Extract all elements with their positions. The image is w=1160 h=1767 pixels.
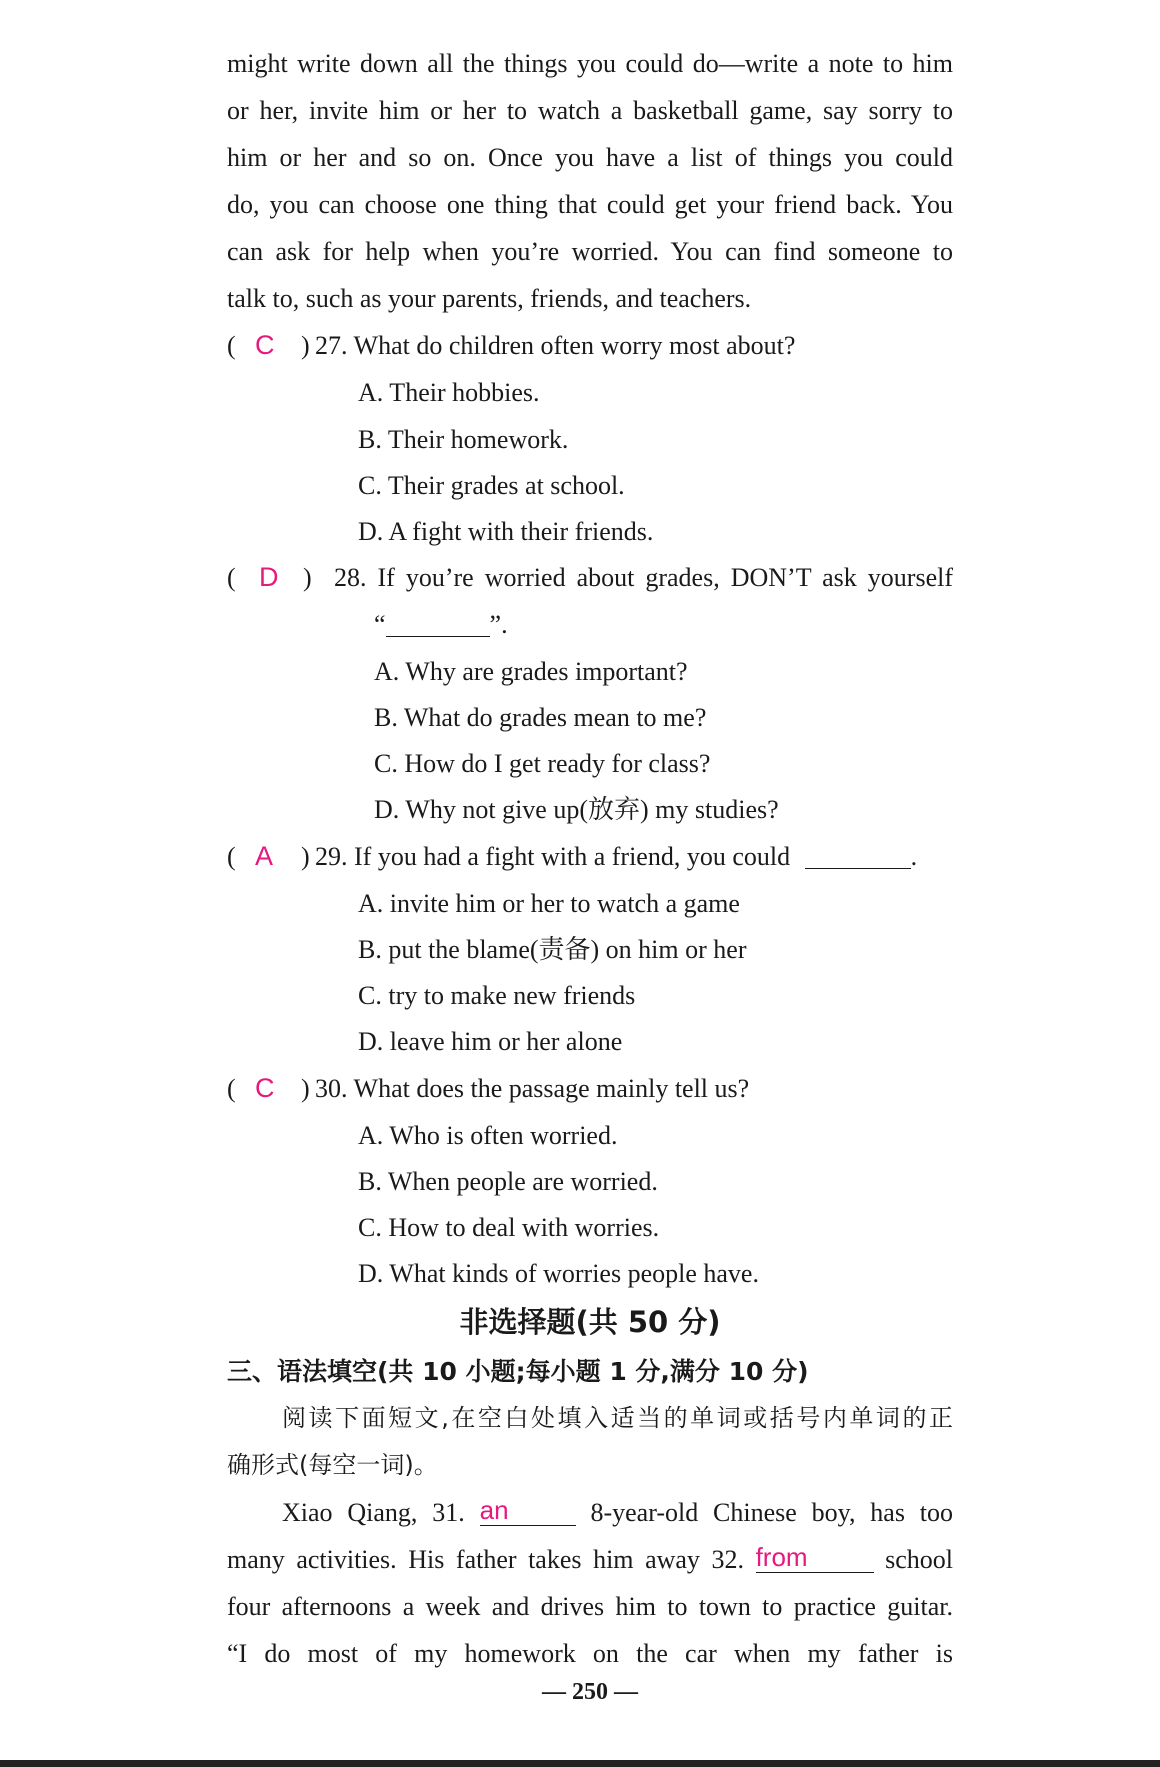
answer-bracket: ( D )	[227, 554, 323, 601]
answer-blank	[386, 606, 490, 637]
cloze-line: many activities. His father takes him away 32. from school	[227, 1542, 954, 1574]
answer-bracket: ( C )	[227, 1065, 315, 1112]
option-d: D. leave him or her alone	[358, 1027, 623, 1056]
passage-line: might write down all the things you could do—write a note to him	[227, 49, 953, 78]
passage-line: do, you can choose one thing that could get your friend back. You	[227, 190, 953, 219]
option-b: B. What do grades mean to me?	[374, 703, 707, 732]
cloze-line: “I do most of my homework on the car when my father is	[227, 1639, 953, 1668]
option-c: C. How to deal with worries.	[358, 1213, 660, 1242]
option-d: D. A fight with their friends.	[358, 517, 654, 546]
option-d: D. What kinds of worries people have.	[358, 1259, 759, 1288]
passage-line: or her, invite him or her to watch a basketball game, say sorry to	[227, 96, 953, 125]
question-30	[227, 1065, 749, 1112]
answer-bracket: ( C )	[227, 322, 315, 369]
blank-32[interactable]: from	[756, 1542, 874, 1573]
option-a: A. Their hobbies.	[358, 378, 540, 407]
question-27	[227, 322, 795, 369]
cloze-line: Xiao Qiang, 31. an 8-year-old Chinese boy, has too	[282, 1495, 954, 1527]
answer-mark: D	[259, 562, 279, 592]
question-28	[227, 554, 953, 601]
answer-mark: C	[255, 330, 275, 360]
question-28-blank: “ ”.	[374, 601, 508, 648]
option-a: A. Why are grades important?	[374, 657, 688, 686]
option-b: B. When people are worried.	[358, 1167, 658, 1196]
option-c: C. try to make new friends	[358, 981, 636, 1010]
option-a: A. invite him or her to watch a game	[358, 889, 740, 918]
cloze-line: four afternoons a week and drives him to town to practice guitar.	[227, 1592, 953, 1621]
option-b: B. Their homework.	[358, 425, 569, 454]
page-number: — 250 —	[542, 1679, 638, 1705]
answer-mark: C	[255, 1073, 275, 1103]
answer-mark: A	[255, 841, 274, 871]
answer-bracket: ( A )	[227, 833, 315, 880]
bottom-border	[0, 1760, 1160, 1767]
passage-line: can ask for help when you’re worried. You can find someone to	[227, 237, 953, 266]
option-d: D. Why not give up(放弃) my studies?	[374, 795, 779, 824]
question-stem: 29. If you had a fight with a friend, you could	[315, 842, 791, 871]
instruction-line: 确形式(每空一词)。	[227, 1451, 438, 1479]
passage-line: him or her and so on. Once you have a list of things you could	[227, 143, 953, 172]
option-c: C. How do I get ready for class?	[374, 749, 711, 778]
question-29: ( A ) 29. If you had a fight with a friend, you could .	[227, 833, 917, 880]
section-heading: 三、语法填空(共 10 小题;每小题 1 分,满分 10 分)	[227, 1357, 809, 1386]
question-stem: 27. What do children often worry most about?	[315, 331, 796, 360]
option-c: C. Their grades at school.	[358, 471, 625, 500]
answer-blank	[805, 838, 911, 869]
option-b: B. put the blame(责备) on him or her	[358, 935, 747, 964]
passage-line: talk to, such as your parents, friends, and teachers.	[227, 284, 752, 313]
option-a: A. Who is often worried.	[358, 1121, 618, 1150]
blank-31[interactable]: an	[480, 1495, 576, 1526]
instruction-line: 阅读下面短文,在空白处填入适当的单词或括号内单词的正	[282, 1404, 953, 1432]
question-stem: 28. If you’re worried about grades, DON’T ask yourself	[334, 563, 954, 592]
question-stem: 30. What does the passage mainly tell us?	[315, 1074, 750, 1103]
section-title: 非选择题(共 50 分)	[459, 1305, 721, 1339]
